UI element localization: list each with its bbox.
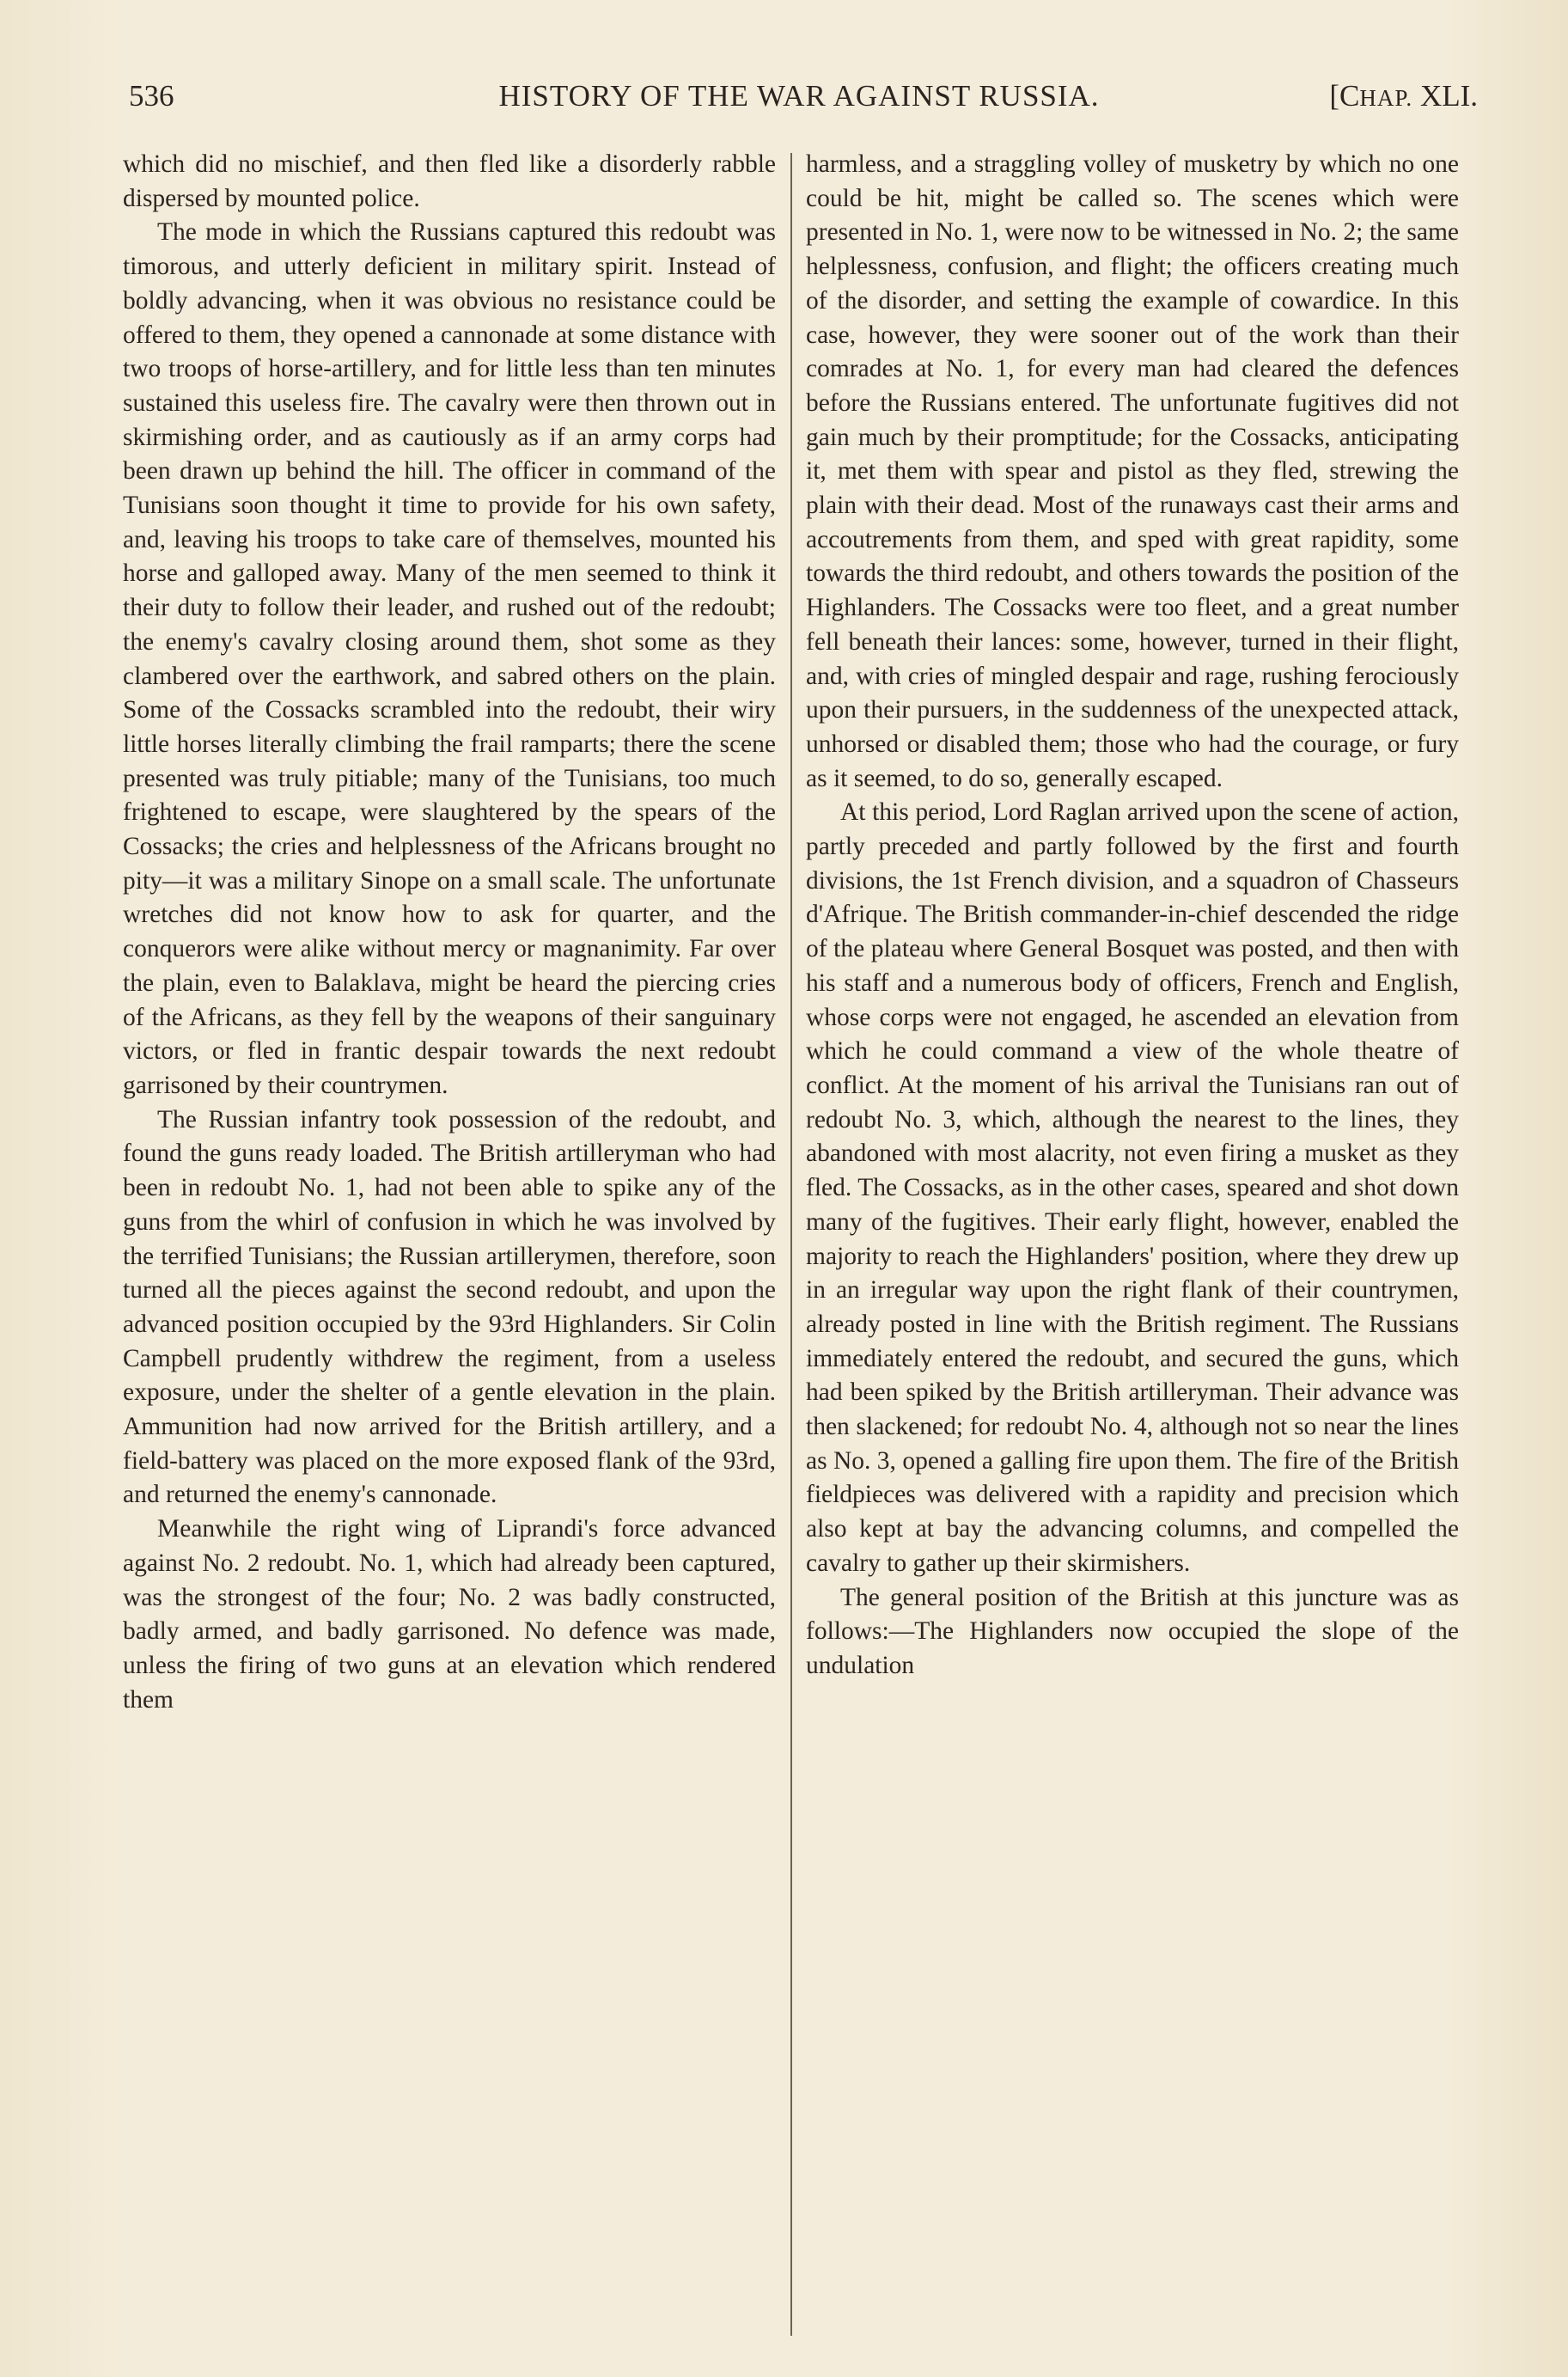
paragraph: The Russian infantry took possession of the redoubt, and found the guns ready loaded. The British artilleryman who had been in redoubt No. 1, had not been able to spike any of the guns from the whirl of confusion in which he was involved by the terrified Tunisians; the Russian artillerymen, therefore, soon turned all the pieces against the second redoubt, and upon the advanced position occupied by the 93rd Highlanders. Sir Colin Campbell prudently withdrew the regiment, from a useless exposure, under the shelter of a gentle elevation in the plain. Ammunition had now arrived for the British artillery, and a field-battery was placed on the more exposed flank of the 93rd, and returned the enemy's cannonade. xyxy=(123,1105,776,1509)
chapter-smallcaps: HAP. xyxy=(1359,85,1413,111)
right-column xyxy=(806,148,1459,1683)
paragraph: The mode in which the Russians captured this redoubt was timorous, and utterly deficient in military spirit. Instead of boldly advancing, when it was obvious no resistance could be offered to them, they opened a cannonade at some distance with two troops of horse-artillery, and for little less than ten minutes sustained this useless fire. The cavalry were then thrown out in skirmishing order, and as cautiously as if an army corps had been drawn up behind the hill. The officer in command of the Tunisians soon thought it time to provide for his own safety, and, leaving his troops to take care of themselves, mounted his horse and galloped away. Many of the men seemed to think it their duty to follow their leader, and rushed out of the redoubt; the enemy's cavalry closing around them, shot some as they clambered over the earthwork, and sabred others on the plain. Some of the Cossacks scrambled into the redoubt, their wiry little horses literally climbing the frail ramparts; there the scene presented was truly pitiable; many of the Tunisians, too much frightened to escape, were slaughtered by the spears of the Cossacks; the cries and helplessness of the Africans brought no pity—it was a military Sinope on a small scale. The unfortunate wretches did not know how to ask for quarter, and the conquerors were alike without mercy or magnanimity. Far over the plain, even to Balaklava, might be heard the piercing cries of the Africans, as they fell by the weapons of their sanguinary victors, or fled in frantic despair towards the next redoubt garrisoned by their countrymen. xyxy=(123,218,776,1099)
column-divider xyxy=(790,153,792,2336)
paragraph: Meanwhile the right wing of Liprandi's force advanced against No. 2 redoubt. No. 1, which had already been captured, was the strongest of the four; No. 2 was badly constructed, badly armed, and badly garrisoned. No defence was made, unless the firing of two guns at an elevation which rendered them xyxy=(123,1515,776,1714)
paragraph: harmless, and a straggling volley of musketry by which no one could be hit, might be called so. The scenes which were presented in No. 1, were now to be witnessed in No. 2; the same helplessness, confusion, and flight; the officers creating much of the disorder, and setting the example of cowardice. In this case, however, they were sooner out of the work than their comrades at No. 1, for every man had cleared the defences before the Russians entered. The unfortunate fugitives did not gain much by their promptitude; for the Cossacks, anticipating it, met them with spear and pistol as they fled, strewing the plain with their dead. Most of the runaways cast their arms and accoutrements from them, and sped with great rapidity, some towards the third redoubt, and others towards the position of the Highlanders. The Cossacks were too fleet, and a great number fell beneath their lances: some, however, turned in their flight, and, with cries of mingled despair and rage, rushing ferociously upon their pursuers, in the suddenness of the unexpected attack, unhorsed or disabled them; those who had the courage, or fury as it seemed, to do so, generally escaped. xyxy=(806,150,1459,792)
paragraph: which did no mischief, and then fled like a disorderly rabble dispersed by mounted police. xyxy=(123,150,776,212)
chapter-number: XLI. xyxy=(1419,79,1478,113)
chapter-marker xyxy=(1329,79,1478,113)
left-column xyxy=(123,148,776,1717)
chapter-open: [C xyxy=(1329,79,1360,113)
paragraph: The general position of the British at this juncture was as follows:—The Highlanders now occupied the slope of the undulation xyxy=(806,1583,1459,1679)
running-title: HISTORY OF THE WAR AGAINST RUSSIA. xyxy=(498,79,1100,113)
page-number: 536 xyxy=(129,79,174,113)
paragraph: At this period, Lord Raglan arrived upon the scene of action, partly preceded and partly followed by the first and fourth divisions, the 1st French division, and a squadron of Chasseurs d'Afrique. The British commander-in-chief descended the ridge of the plateau where General Bosquet was posted, and then with his staff and a numerous body of officers, French and English, whose corps were not engaged, he ascended an elevation from which he could command a view of the whole theatre of conflict. At the moment of his arrival the Tunisians ran out of redoubt No. 3, which, although the nearest to the lines, they abandoned with most alacrity, not even firing a musket as they fled. The Cossacks, as in the other cases, speared and shot down many of the fugitives. Their early flight, however, enabled the majority to reach the Highlanders' position, where they drew up in an irregular way upon the right flank of their countrymen, already posted in line with the British regiment. The Russians immediately entered the redoubt, and secured the guns, which had been spiked by the British artilleryman. Their advance was then slackened; for redoubt No. 4, although not so near the lines as No. 3, opened a galling fire upon them. The fire of the British fieldpieces was delivered with a rapidity and precision which also kept at bay the advancing columns, and compelled the cavalry to gather up their skirmishers. xyxy=(806,798,1459,1577)
running-header xyxy=(120,79,1478,120)
